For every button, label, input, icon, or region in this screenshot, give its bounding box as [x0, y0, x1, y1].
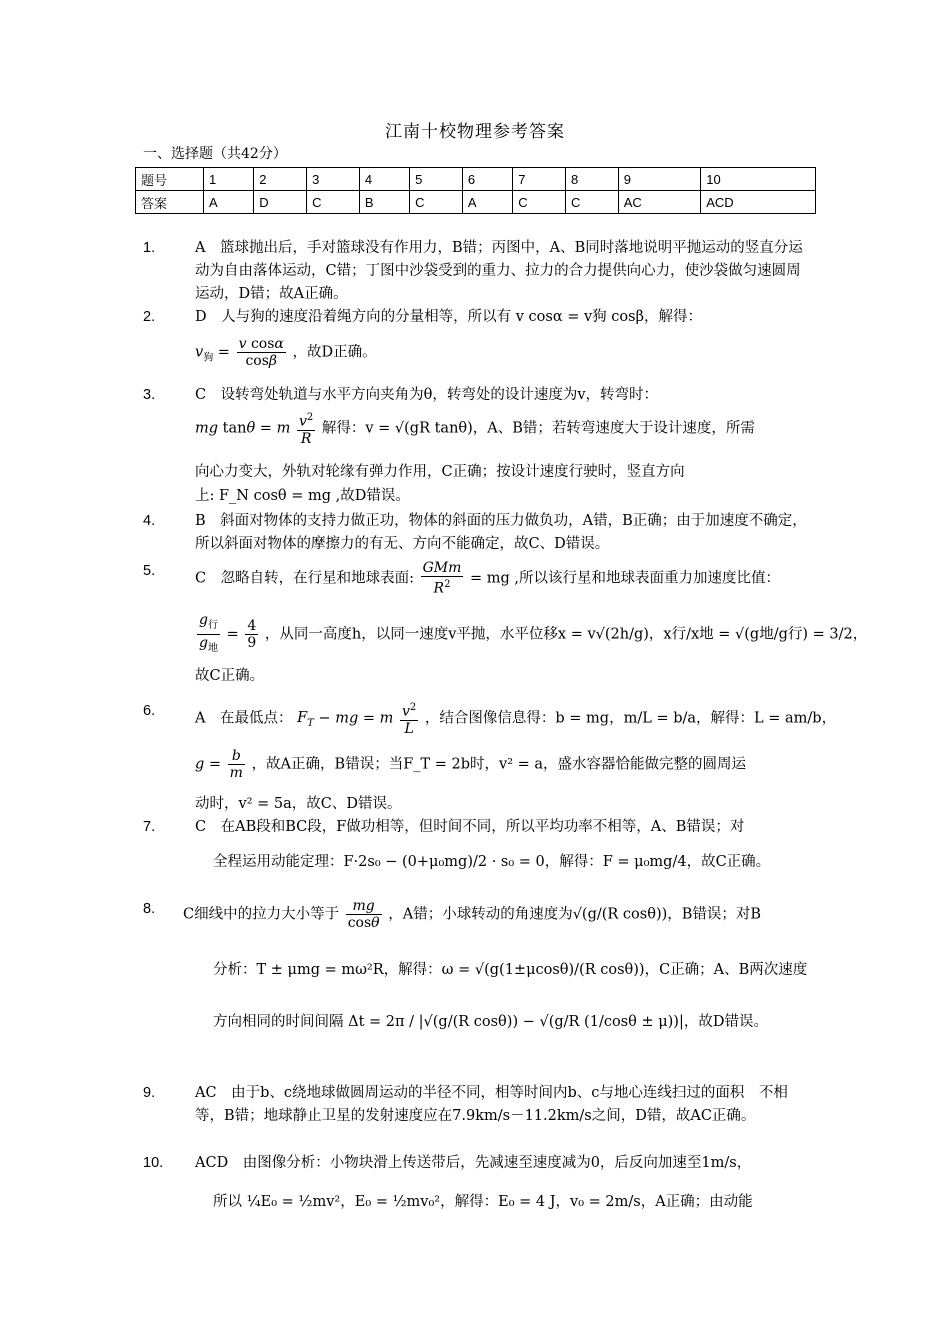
item-number: 3.: [143, 387, 156, 403]
table-cell: C: [565, 191, 618, 214]
table-cell: 8: [565, 168, 618, 191]
equation-text: ，故D正确。: [292, 344, 377, 361]
item-text: C细线中的拉力大小等于: [183, 906, 340, 923]
item-number: 2.: [143, 309, 156, 325]
table-cell: 题号: [136, 168, 204, 191]
table-cell: C: [410, 191, 463, 214]
table-cell: 2: [254, 168, 307, 191]
item-text: ACD 由图像分析：小物块滑上传送带后，先减速至速度减为0，后反向加速至1m/s，: [195, 1155, 752, 1171]
table-cell: 6: [462, 168, 512, 191]
page-title: 江南十校物理参考答案: [385, 122, 565, 142]
item-number: 6.: [143, 703, 156, 719]
item-text: B 斜面对物体的支持力做正功，物体的斜面的压力做负功，A错，B正确；由于加速度不确定，所以斜面对物体的摩擦力的有无、方向不能确定，故C、D错误。: [195, 513, 807, 552]
text-line: 向心力变大，外轨对轮缘有弹力作用，C正确；按设计速度行驶时，竖直方向: [195, 464, 685, 480]
equation-line: $v_狗$ = $\frac{\text{v cosα}}{\cos\beta}$ ，故D正确。: [195, 336, 377, 369]
table-row: [136, 191, 816, 214]
answer-item-7: [143, 816, 808, 839]
answer-item-10: [143, 1152, 808, 1175]
text-line: 所以 ¼E₀ = ½mv²，E₀ = ½mv₀²，解得：E₀ = 4 J，v₀ = 2m/s，A正确；由动能: [213, 1194, 753, 1210]
table-cell: C: [307, 191, 360, 214]
equation-text: = mg ,所以该行星和地球表面重力加速度比值：: [470, 570, 781, 587]
equation-text: ，故A正确，B错误；当F_T = 2b时，v² = a，盛水容器恰能做完整的圆周运: [251, 756, 747, 773]
table-row: [136, 168, 816, 191]
answer-item-5: 5. C 忽略自转，在行星和地球表面: $\frac{\text{GMm}}{R^2}$ = mg ,所以该行星和地球表面重力加速度比值：: [143, 560, 781, 597]
item-text: C 忽略自转，在行星和地球表面:: [195, 570, 414, 587]
answer-item-1: [143, 237, 808, 306]
item-text: A 在最低点：: [195, 710, 293, 727]
table-cell: 答案: [136, 191, 204, 214]
section-header: 一、选择题（共42分）: [143, 146, 287, 162]
item-number: 5.: [143, 563, 156, 579]
item-text: AC 由于b、c绕地球做圆周运动的半径不同，相等时间内b、c与地心连线扫过的面积 不相等，B错；地球静止卫星的发射速度应在7.9km/s－11.2km/s之间，D错，故AC正确。: [195, 1085, 788, 1124]
text-line: 上: F_N cosθ = mg ,故D错误。: [195, 488, 410, 504]
item-number: 1.: [143, 240, 156, 256]
equation-text: ，结合图像信息得：b = mg，m/L = b/a，解得：L = am/b，: [424, 710, 837, 727]
answer-item-6: 6. A 在最低点： $F_T$ − mg = m $\frac{v^2}{L}$ ，结合图像信息得：b = mg，m/L = b/a，解得：L = am/b，: [143, 702, 837, 737]
item-text: A 篮球抛出后，手对篮球没有作用力，B错；丙图中，A、B同时落地说明平抛运动的竖直分运动为自由落体运动，C错；丁图中沙袋受到的重力、拉力的合力提供向心力，使沙袋做匀速圆周运动，D错；故A正确。: [195, 240, 803, 302]
table-cell: ACD: [701, 191, 816, 214]
item-number: 9.: [143, 1085, 156, 1101]
answer-table: [135, 167, 816, 214]
answer-item-8: 8. C细线中的拉力大小等于 $\frac{mg}{\cos\theta}$ ，A错；小球转动的角速度为√(g/(R cosθ))，B错误；对B: [143, 898, 762, 931]
answer-item-9: [143, 1082, 808, 1128]
table-cell: A: [462, 191, 512, 214]
item-number: 8.: [143, 901, 156, 917]
table-cell: 7: [513, 168, 566, 191]
answer-item-3: [143, 384, 808, 407]
answer-item-4: [143, 510, 808, 556]
equation-text: ，A错；小球转动的角速度为√(g/(R cosθ))，B错误；对B: [388, 906, 762, 923]
table-cell: 4: [359, 168, 409, 191]
equation-line: mg tanθ = m $\frac{v^2}{R}$ 解得：v = √(gR tanθ)，A、B错；若转弯速度大于设计速度，所需: [195, 412, 755, 447]
answer-item-2: [143, 306, 808, 329]
equation-line: $\frac{g_行}{g_地}$ = $\frac{4}{9}$ ，从同一高度h，以同一速度v平抛，水平位移x = v√(2h/g)，x行/x地 = √(g地/g行) = 3/2，: [199, 612, 868, 654]
table-cell: AC: [618, 191, 701, 214]
table-cell: 1: [204, 168, 254, 191]
item-text: C 设转弯处轨道与水平方向夹角为θ，转弯处的设计速度为v，转弯时：: [195, 387, 659, 403]
item-text: D 人与狗的速度沿着绳方向的分量相等，所以有 v cosα = v狗 cosβ，解得：: [195, 309, 702, 325]
text-line: 分析：T ± μmg = mω²R，解得：ω = √(g(1±μcosθ)/(R cosθ))，C正确；A、B两次速度: [213, 962, 808, 978]
table-cell: 9: [618, 168, 701, 191]
table-cell: 3: [307, 168, 360, 191]
table-cell: 5: [410, 168, 463, 191]
table-cell: D: [254, 191, 307, 214]
item-text: C 在AB段和BC段，F做功相等，但时间不同，所以平均功率不相等，A、B错误；对: [195, 819, 745, 835]
table-cell: C: [513, 191, 566, 214]
equation-text: 解得：v = √(gR tanθ)，A、B错；若转弯速度大于设计速度，所需: [321, 420, 755, 437]
text-line: 动时，v² = 5a，故C、D错误。: [195, 796, 402, 812]
equation-text: ，从同一高度h，以同一速度v平抛，水平位移x = v√(2h/g)，x行/x地 = √(g地/g行) = 3/2，: [264, 626, 868, 643]
text-line: 故C正确。: [195, 668, 265, 684]
text-line: 方向相同的时间间隔 Δt = 2π / |√(g/(R cosθ)) − √(g/R (1/cosθ ± μ))|，故D错误。: [213, 1014, 768, 1030]
equation-line: g = $\frac{b}{m}$ ，故A正确，B错误；当F_T = 2b时，v² = a，盛水容器恰能做完整的圆周运: [195, 748, 747, 781]
text-line: 全程运用动能定理：F·2s₀ − (0+μ₀mg)/2 · s₀ = 0，解得：F = μ₀mg/4，故C正确。: [213, 854, 771, 870]
table-cell: B: [359, 191, 409, 214]
item-number: 7.: [143, 819, 156, 835]
table-cell: 10: [701, 168, 816, 191]
item-number: 4.: [143, 513, 156, 529]
table-cell: A: [204, 191, 254, 214]
item-number: 10.: [143, 1155, 164, 1171]
